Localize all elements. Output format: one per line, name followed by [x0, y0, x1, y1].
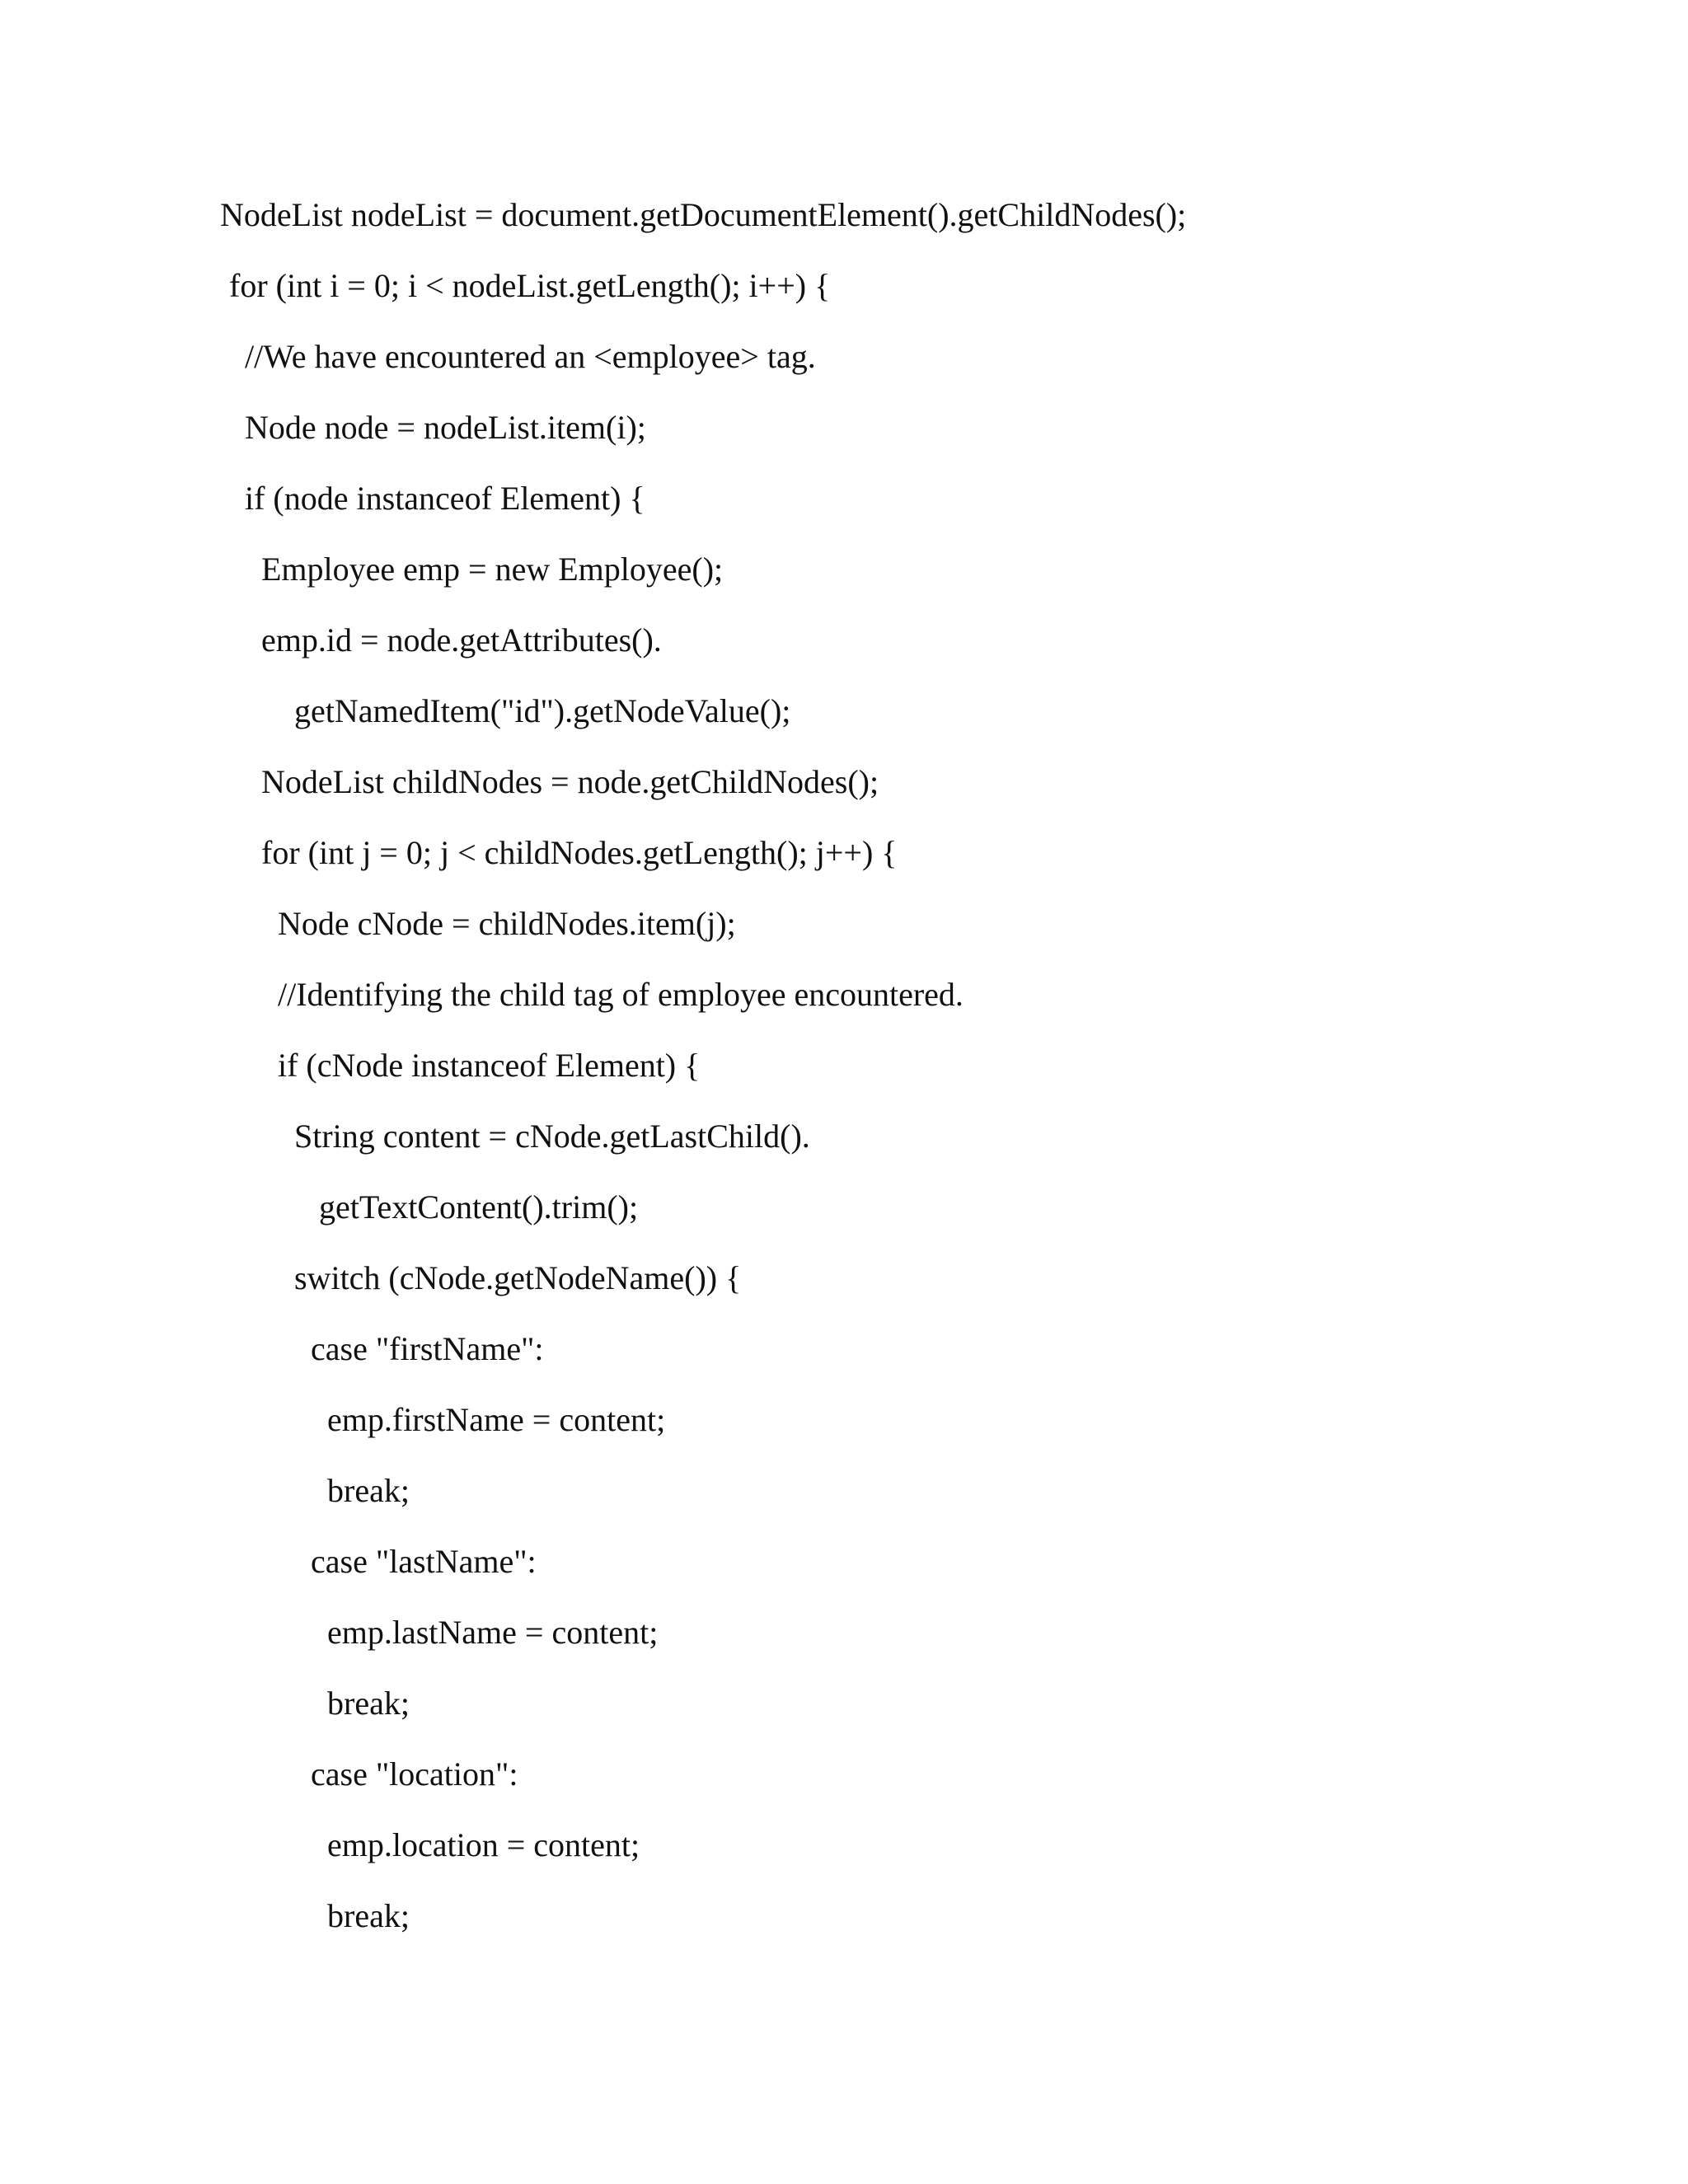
code-line: Node node = nodeList.item(i);: [245, 409, 646, 446]
code-line: String content = cNode.getLastChild().: [294, 1118, 810, 1155]
code-line: for (int i = 0; i < nodeList.getLength(); i++) {: [229, 267, 831, 304]
code-line: switch (cNode.getNodeName()) {: [294, 1259, 742, 1296]
code-line: break;: [327, 1685, 410, 1722]
code-line: emp.lastName = content;: [327, 1614, 659, 1651]
code-line: getTextContent().trim();: [319, 1188, 639, 1226]
code-line: //Identifying the child tag of employee encountered.: [278, 976, 964, 1013]
code-line: if (cNode instanceof Element) {: [278, 1047, 701, 1084]
code-line: //We have encountered an <employee> tag.: [245, 338, 816, 375]
code-line: for (int j = 0; j < childNodes.getLength(); j++) {: [261, 834, 898, 871]
code-line: Employee emp = new Employee();: [261, 551, 724, 588]
code-line: NodeList nodeList = document.getDocumentElement().getChildNodes();: [220, 196, 1187, 233]
code-line: Node cNode = childNodes.item(j);: [278, 905, 736, 942]
code-line: if (node instanceof Element) {: [245, 480, 645, 517]
code-line: case "location":: [311, 1755, 518, 1793]
code-line: emp.firstName = content;: [327, 1401, 666, 1438]
code-line: break;: [327, 1897, 410, 1934]
code-line: case "firstName":: [311, 1330, 544, 1367]
code-line: emp.id = node.getAttributes().: [261, 621, 662, 658]
code-line: getNamedItem("id").getNodeValue();: [294, 692, 791, 729]
code-line: NodeList childNodes = node.getChildNodes();: [261, 763, 879, 800]
code-line: case "lastName":: [311, 1543, 537, 1580]
code-line: break;: [327, 1472, 410, 1509]
code-line: emp.location = content;: [327, 1826, 640, 1863]
